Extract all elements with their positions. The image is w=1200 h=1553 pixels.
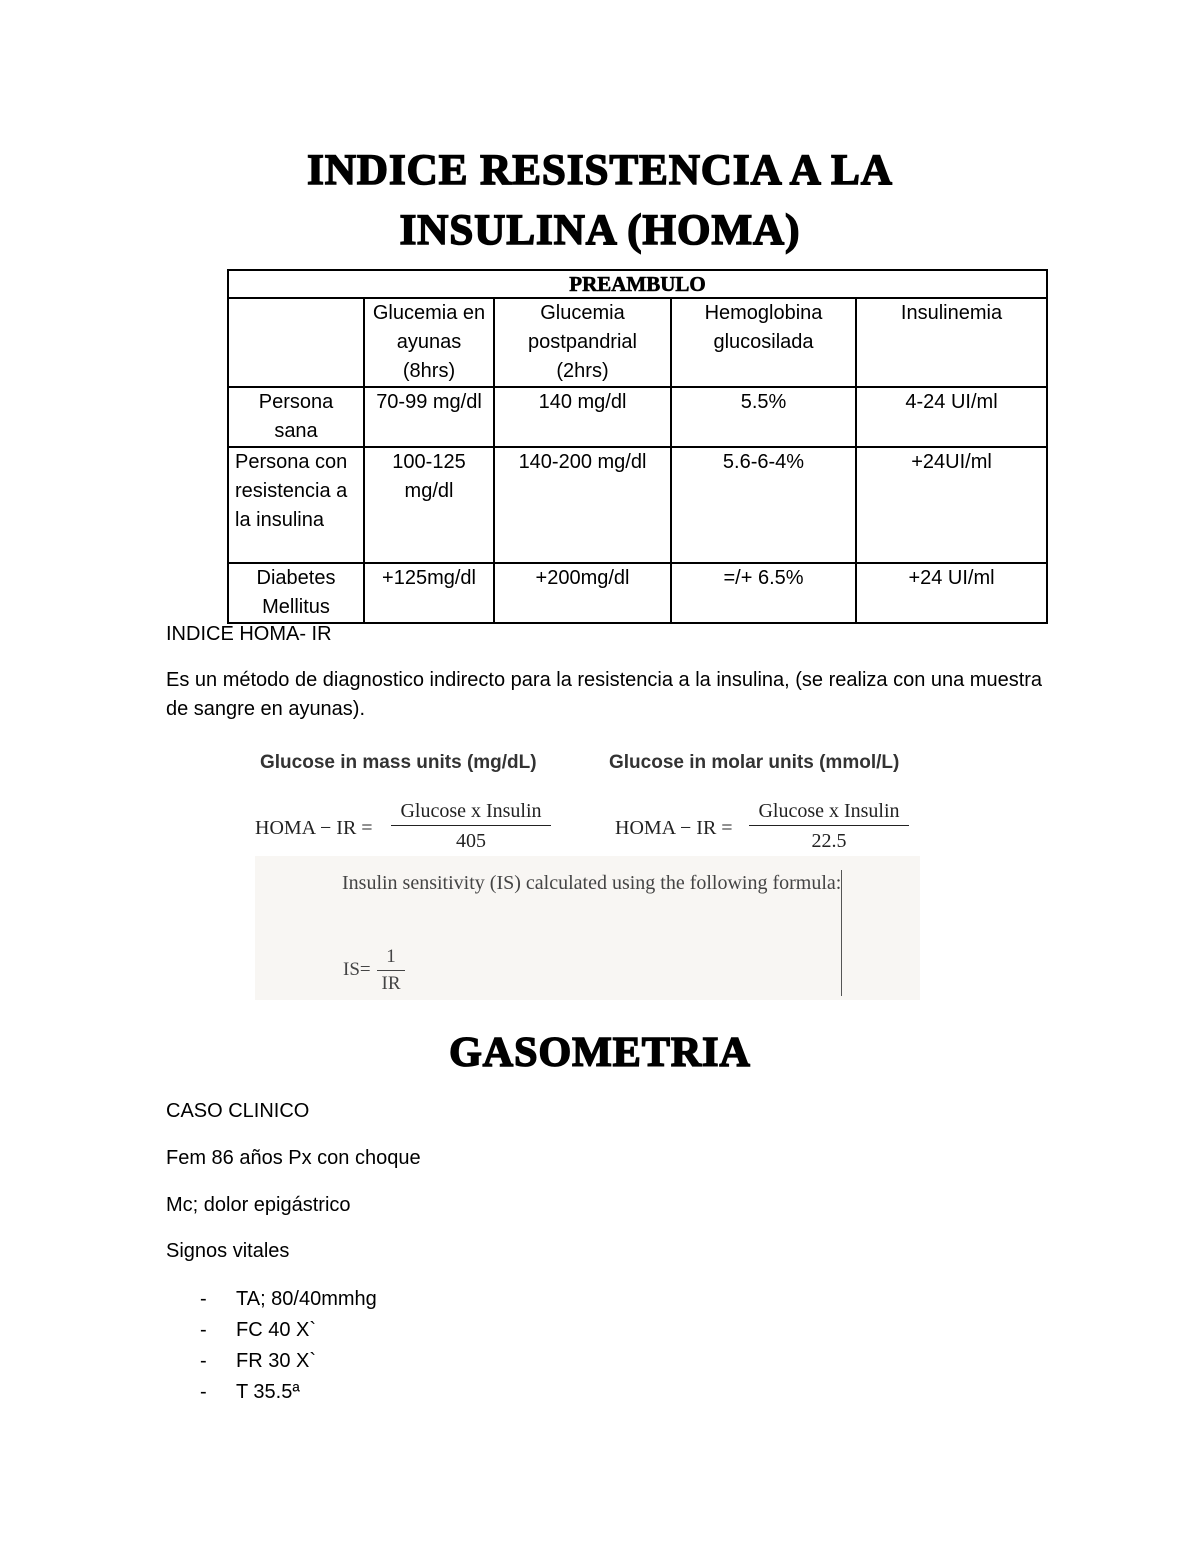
case-line-2: Mc; dolor epigástrico	[166, 1194, 351, 1216]
homa-heading: INDICE HOMA- IR	[166, 623, 332, 645]
homa-description: Es un método de diagnostico indirecto para la resistencia a la insulina, (se realiza con una muestra de sangre en ayunas).	[166, 669, 1043, 720]
homa-ir-label-molar: HOMA − IR =	[615, 817, 733, 839]
table-header-cell: Glucemia en ayunas (8hrs)	[364, 298, 494, 387]
table-cell: Persona con resistencia a la insulina	[228, 447, 364, 563]
is-numerator: 1	[377, 946, 405, 971]
divider-line	[841, 870, 842, 996]
table-row	[228, 447, 1047, 563]
table-cell: 5.6-6-4%	[671, 447, 856, 563]
preambulo-table	[227, 269, 1048, 624]
molar-numerator: Glucose x Insulin	[749, 800, 909, 826]
gasometria-title: GASOMETRIA	[449, 1030, 751, 1076]
homa-ir-label-mass: HOMA − IR =	[255, 817, 373, 839]
vital-value: TA; 80/40mmhg	[236, 1288, 377, 1310]
table-cell: +125mg/dl	[364, 563, 494, 623]
table-cell: 4-24 UI/ml	[856, 387, 1047, 447]
table-header-cell	[228, 298, 364, 387]
table-cell: +200mg/dl	[494, 563, 671, 623]
table-cell: 140 mg/dl	[494, 387, 671, 447]
table-cell: +24 UI/ml	[856, 563, 1047, 623]
table-header-cell: Insulinemia	[856, 298, 1047, 387]
table-cell: +24UI/ml	[856, 447, 1047, 563]
table-cell: 70-99 mg/dl	[364, 387, 494, 447]
molar-units-heading: Glucose in molar units (mmol/L)	[609, 752, 900, 773]
case-line-1: Fem 86 años Px con choque	[166, 1147, 421, 1169]
molar-denominator: 22.5	[811, 830, 847, 852]
vitals-heading: Signos vitales	[166, 1240, 290, 1262]
mass-units-heading: Glucose in mass units (mg/dL)	[260, 752, 537, 773]
table-cell: Diabetes Mellitus	[228, 563, 364, 623]
vital-value: T 35.5ª	[236, 1381, 300, 1403]
mass-denominator: 405	[456, 830, 486, 852]
table-cell: 5.5%	[671, 387, 856, 447]
page-title-line-2: INSULINA (HOMA)	[399, 207, 801, 254]
table-cell: =/+ 6.5%	[671, 563, 856, 623]
insulin-sensitivity-text: Insulin sensitivity (IS) calculated using the following formula:	[342, 872, 842, 894]
page-title-line-1: INDICE RESISTENCIA A LA	[307, 147, 893, 194]
vitals-list	[200, 1284, 377, 1408]
molar-fraction	[749, 800, 909, 853]
formula-upper-panel	[255, 748, 920, 856]
list-item	[200, 1346, 377, 1377]
bullet-dash: -	[200, 1381, 207, 1403]
table-header-cell: Hemoglobina glucosilada	[671, 298, 856, 387]
table-caption: PREAMBULO	[228, 270, 1047, 298]
is-fraction	[377, 946, 405, 995]
table-cell: 140-200 mg/dl	[494, 447, 671, 563]
mass-fraction	[391, 800, 551, 853]
list-item	[200, 1377, 377, 1408]
is-denominator: IR	[381, 973, 401, 994]
list-item	[200, 1284, 377, 1315]
bullet-dash: -	[200, 1288, 207, 1310]
table-cell: 100-125 mg/dl	[364, 447, 494, 563]
table-header-cell: Glucemia postpandrial (2hrs)	[494, 298, 671, 387]
case-heading: CASO CLINICO	[166, 1100, 310, 1122]
table-row	[228, 387, 1047, 447]
bullet-dash: -	[200, 1350, 207, 1372]
vital-value: FC 40 X`	[236, 1319, 317, 1341]
bullet-dash: -	[200, 1319, 207, 1341]
homa-formula-image	[255, 748, 920, 1000]
table-row	[228, 563, 1047, 623]
table-cell: Persona sana	[228, 387, 364, 447]
is-label: IS=	[343, 959, 371, 980]
vital-value: FR 30 X`	[236, 1350, 317, 1372]
mass-numerator: Glucose x Insulin	[391, 800, 551, 826]
list-item	[200, 1315, 377, 1346]
